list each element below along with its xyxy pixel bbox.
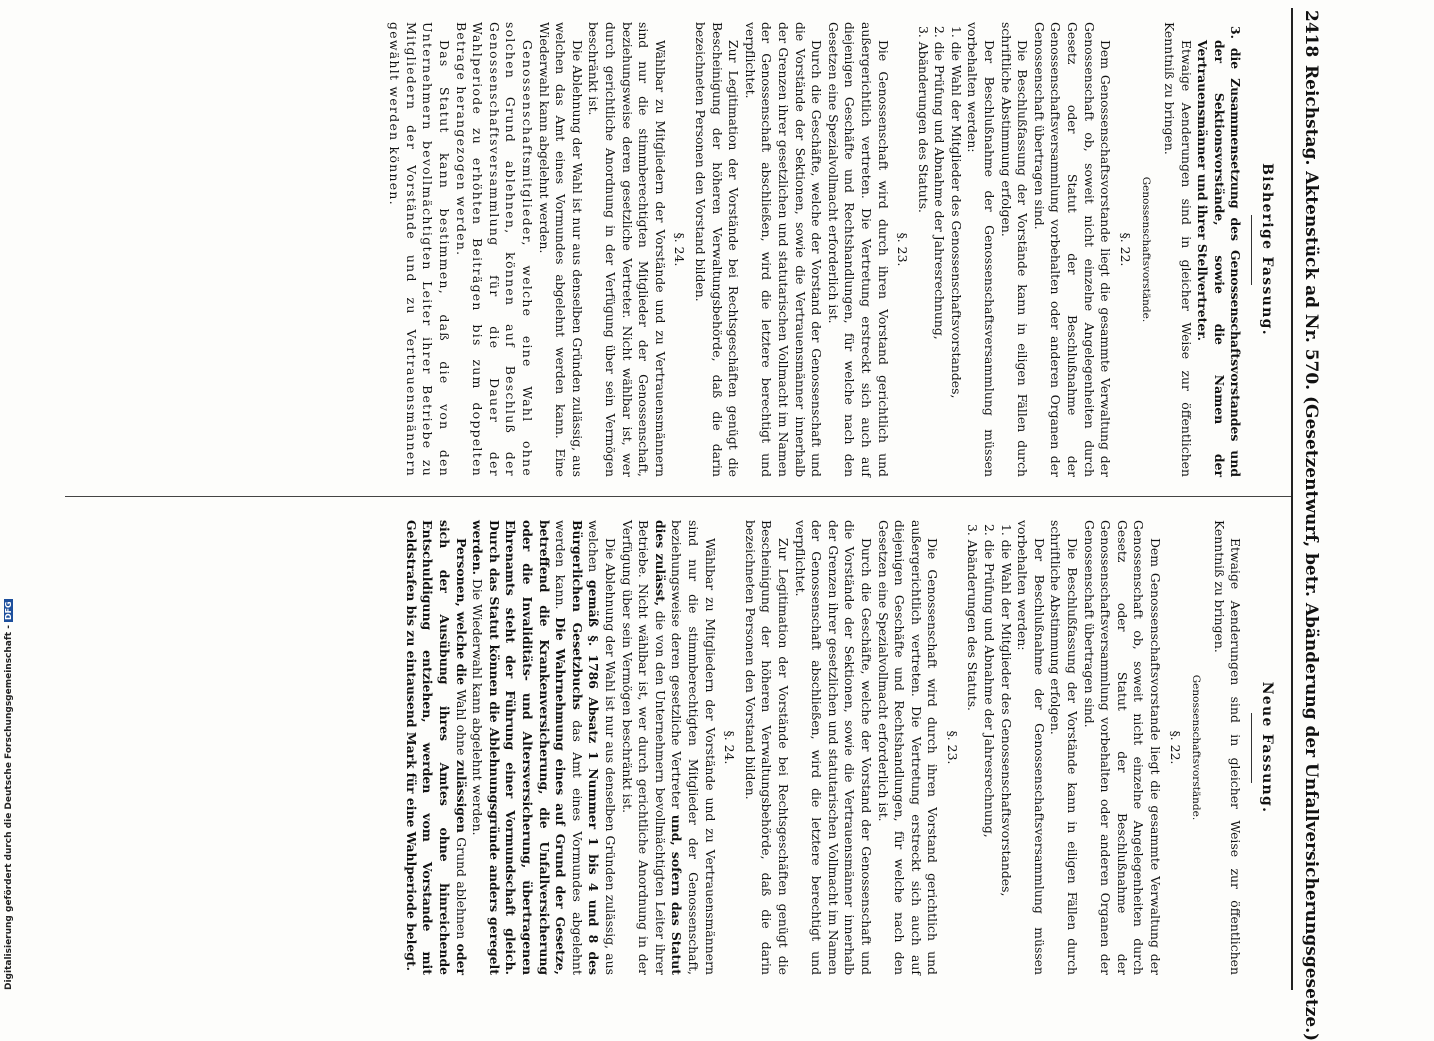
- section-24-old: §. 24.: [672, 232, 688, 267]
- header-rule: [1291, 8, 1293, 990]
- s24-p3b: die: [453, 663, 469, 685]
- s22-p3-new: Der Beschlußnahme der Genossenschaftsversammlung müssen vorbehalten werden:: [1015, 520, 1047, 975]
- s22-item3-new: 3. Abänderungen des Statuts.: [965, 524, 981, 711]
- s24-p1b-amendment: und, sofern das Statut dies zulässt,: [652, 520, 685, 975]
- section-23-old: §. 23.: [895, 232, 911, 267]
- column-heading-new: Neue Fassung.: [1259, 681, 1275, 814]
- s24-p3-new: [402, 520, 468, 975]
- s24-p2-new: [469, 520, 618, 975]
- section-22-new: §. 22.: [1167, 730, 1183, 765]
- s23-p2-new: Durch die Geschäfte, welche der Vorstand der Genossenschaft und die Vorstände der Sektionen, sowie die Vertrauensmänner innerhalb der Grenzen ihrer gesetzlichen und statutarischen Vollmacht im Namen der Genossenschaft abschließen, wird die letztere berechtigt und verpflichtet.: [792, 520, 874, 975]
- page-title: Reichstag. Aktenstück ad Nr. 570. (Gesetzentwurf, betr. Abänderung der Unfallversicherungsgesetze.): [1301, 65, 1321, 1041]
- s24-p3a: Personen, welche: [453, 538, 469, 660]
- heading-underline: [1251, 713, 1252, 783]
- s22-item1-new: 1. die Wahl der Mitglieder des Genossenschaftsvorstandes,: [998, 524, 1014, 897]
- page-header: [1295, 10, 1325, 1041]
- s24-p1c: die von den Unternehmern bevollmächtigten Leiter ihrer Betriebe. Nicht wählbar ist, wer durch gerichtliche Anordnung in der Verfügung über sein Vermögen beschränkt ist.: [619, 520, 668, 975]
- subheading-old: Genossenschaftsvorstände.: [1140, 176, 1153, 323]
- column-old-version: [386, 22, 1275, 477]
- s22-p3-old: Der Beschlußnahme der Genossenschaftsversammlung müssen vorbehalten werden:: [965, 22, 998, 477]
- s22-p1-old: Dem Genossenschaftsvorstande liegt die gesammte Verwaltung der Genossenschaft ob, soweit nicht einzelne Angelegenheiten durch Gesetz oder Statut der Beschlußnahme der Genossenschaftsversammlung vorbehalten oder anderen Organen der Genossenschaft übertragen sind.: [1031, 22, 1114, 477]
- s24-p1-new: [618, 520, 718, 975]
- heading-underline: [1251, 215, 1252, 285]
- s24-p3-old: Genossenschaftsmitglieder, welche eine Wahl ohne solchen Grund ablehnen, können auf Beschluß der Genossenschaftsversammlung für die Dauer der Wahlperiode zu erhöhten Beiträgen bis zum doppelten Betrage herangezogen werden.: [453, 22, 536, 477]
- intro-new: Etwaige Aenderungen sind in gleicher Weise zur öffentlichen Kenntniß zu bringen.: [1211, 520, 1244, 975]
- s24-p3c: Wahl ohne: [453, 689, 469, 756]
- section-23-new: §. 23.: [944, 730, 960, 765]
- s24-p1-old: Wählbar zu Mitgliedern der Vorstände und zu Vertrauensmännern sind nur die stimmberechtigten Mitglieder der Genossenschaft, beziehungsweise deren gesetzliche Vertreter. Nicht wählbar ist, wer durch gerichtliche Anordnung in der Verfügung über sein Vermögen beschränkt ist.: [586, 22, 668, 477]
- s24-p2c: das Amt eines Vormundes abgelehnt werden kann.: [553, 520, 585, 975]
- s24-p2d-amendment: Die Wahrnehmung eines auf Grund der Gesetze, betreffend die Krankenversicherung, die Unfallversicherung oder die Invaliditäts- und Altersversicherung, übertragenen Ehrenamts steht der Führung einer Vormundschaft gleich. Durch das Statut können die Ablehnungsgründe anders geregelt werden.: [470, 520, 569, 975]
- s24-p2a: Die Ablehnung der Wahl ist nur aus denselben Gründen zulässig, aus welchen: [586, 520, 619, 975]
- s22-p2-old: Die Beschlußfassung der Vorstände kann in eiligen Fällen durch schriftliche Abstimmung erfolgen.: [998, 22, 1031, 477]
- s22-item1-old: 1. die Wahl der Mitglieder des Genossenschaftsvorstandes,: [948, 26, 964, 399]
- column-divider: [65, 496, 1291, 497]
- s24-p1a: Wählbar zu Mitgliedern der Vorstände und zu Vertrauensmännern sind nur die stimmberechtigten Mitglieder der Genossenschaft, beziehungsweise deren gesetzliche Vertreter: [669, 520, 718, 975]
- s24-p2b-amendment: gemäß §. 1786 Absatz 1 Nummer 1 bis 4 und 8 des Bürgerlichen Gesetzbuchs: [569, 520, 602, 975]
- s23-p1-old: Die Genossenschaft wird durch ihren Vorstand gerichtlich und außergerichtlich vertreten. Die Vertretung erstreckt sich auch auf diejenigen Geschäfte und Rechtshandlungen, für welche nach den Gesetzen eine Spezialvollmacht erforderlich ist.: [825, 22, 891, 477]
- s24-p3e: Grund ablehnen: [453, 837, 469, 940]
- s23-p2-old: Durch die Geschäfte, welche der Vorstand der Genossenschaft und die Vorstände der Sektionen, sowie die Vertrauensmänner innerhalb der Grenzen ihrer gesetzlichen und statutarischen Vollmacht im Namen der Genossenschaft abschließen, wird die letztere berechtigt und verpflichtet.: [742, 22, 825, 477]
- digitization-text: Digitalisierung gefördert durch die Deutsche Forschungsgemeinschaft -: [4, 625, 14, 990]
- s22-p2-new: Die Beschlußfassung der Vorstände kann in eiligen Fällen durch schriftliche Abstimmung erfolgen.: [1048, 520, 1081, 975]
- subheading-new: Genossenschaftsvorstände.: [1190, 674, 1203, 821]
- column-new-version: [402, 520, 1275, 975]
- digitization-note: [4, 599, 14, 990]
- dfg-logo: DFG: [4, 601, 13, 621]
- intro-old: Etwaige Aenderungen sind in gleicher Weise zur öffentlichen Kenntniß zu bringen.: [1162, 22, 1194, 477]
- s24-p4-old: Das Statut kann bestimmen, daß die von den Unternehmern bevollmächtigten Leiter ihrer Betriebe zu Mitgliedern der Vorstände und zu Vertrauensmännern gewählt werden können.: [387, 22, 453, 477]
- s23-p3-old: Zur Legitimation der Vorstände bei Rechtsgeschäften genügt die Bescheinigung der höheren Verwaltungsbehörde, daß die darin bezeichneten Personen den Vorstand bilden.: [693, 22, 742, 477]
- s22-item2-new: 2. die Prüfung und Abnahme der Jahresrechnung,: [982, 524, 998, 838]
- s22-item2-old: 2. die Prüfung und Abnahme der Jahresrechnung,: [932, 26, 948, 340]
- s24-p3f: oder sich der Ausübung ihres Amtes ohne hinreichende Entschuldigung entziehen, werden vom Vorstande mit Geldstrafen bis zu eintausend Mark: [403, 520, 469, 975]
- section-22-old: §. 22.: [1117, 232, 1133, 267]
- page-content: [65, 0, 1325, 1041]
- s23-p1-new: Die Genossenschaft wird durch ihren Vorstand gerichtlich und außergerichtlich vertreten. Die Vertretung erstreckt sich auch auf diejenigen Geschäfte und Rechtshandlungen, für welche nach den Gesetzen eine Spezialvollmacht erforderlich ist.: [875, 520, 941, 975]
- s22-item3-old: 3. Abänderungen des Statuts.: [915, 26, 931, 213]
- s24-p2-old: Die Ablehnung der Wahl ist nur aus denselben Gründen zulässig, aus welchen das Amt eines Vormundes abgelehnt werden kann. Eine Wiederwahl kann abgelehnt werden.: [536, 22, 585, 477]
- s24-p3g: für eine Wahlperiode belegt.: [403, 772, 419, 971]
- s22-p1-new: Dem Genossenschaftsvorstande liegt die gesammte Verwaltung der Genossenschaft ob, soweit nicht einzelne Angelegenheiten durch Gesetz oder Statut der Beschlußnahme der Genossenschaftsversammlung vorbehalten oder anderen Organen der Genossenschaft übertragen sind.: [1081, 520, 1164, 975]
- s24-p2e: Die Wiederwahl kann abgelehnt werden.: [470, 578, 486, 836]
- s24-p3d: zulässigen: [453, 759, 469, 833]
- column-heading-old: Bisherige Fassung.: [1259, 163, 1275, 336]
- section-24-new: §. 24.: [722, 730, 738, 765]
- page-number: 2418: [1301, 10, 1321, 58]
- s23-p3-new: Zur Legitimation der Vorstände bei Rechtsgeschäften genügt die Bescheinigung der höheren Verwaltungsbehörde, daß die darin bezeichneten Personen den Vorstand bilden.: [742, 520, 791, 975]
- item-3-old: 3. die Zusammensetzung des Genossenschaftsvorstandes und der Sektionsvorstände, sowie die Namen der Vertrauensmänner und ihrer Stellvertreter.: [1195, 26, 1244, 477]
